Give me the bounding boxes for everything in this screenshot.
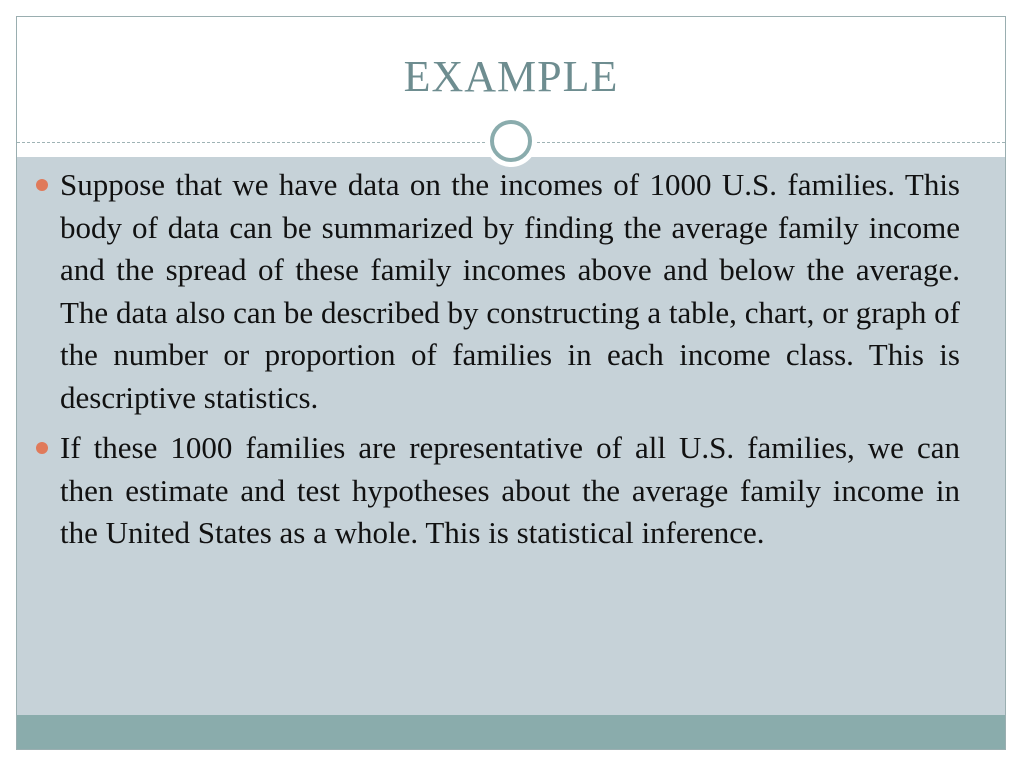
- bullet-text: Suppose that we have data on the incomes of 1000 U.S. families. This body of data can be summarized by finding the average family income and the spread of these family incomes above and below the average. The data also can be described by constructing a table, chart, or graph of the number or proportion of families in each income class. This is descriptive statistics.: [60, 167, 960, 415]
- bullet-dot-icon: [36, 442, 48, 454]
- circle-ring-icon: [485, 115, 537, 167]
- bullet-dot-icon: [36, 179, 48, 191]
- footer-band: [17, 715, 1005, 749]
- bullet-item-inference: [34, 427, 960, 555]
- bullet-list: [34, 164, 960, 563]
- bullet-text: If these 1000 families are representative of all U.S. families, we can then estimate and test hypotheses about the average family income in the United States as a whole. This is statistical inference.: [60, 430, 960, 550]
- slide-title: EXAMPLE: [403, 52, 619, 101]
- bullet-item-descriptive: [34, 164, 960, 419]
- circle-ring-inner: [490, 120, 532, 162]
